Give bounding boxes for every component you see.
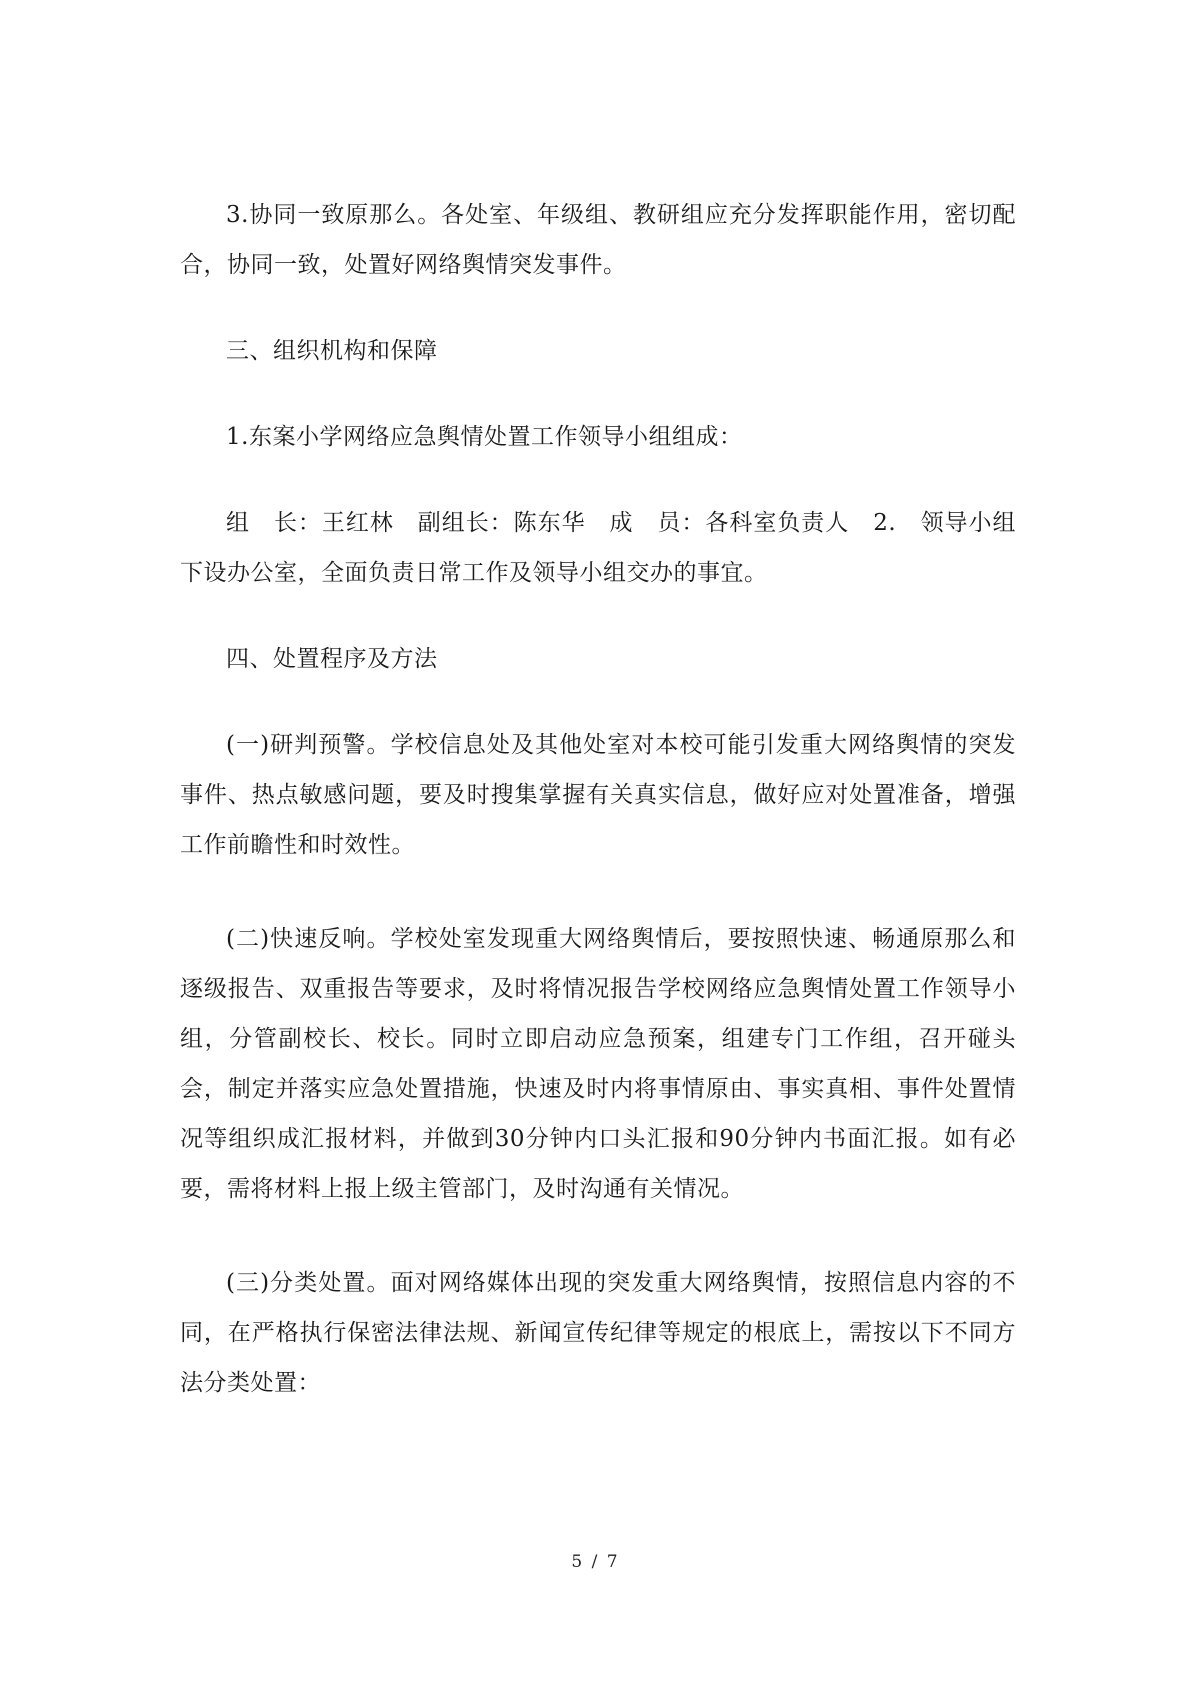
section-heading-procedures: 四、处置程序及方法: [226, 646, 438, 672]
paragraph-spacer: [180, 684, 1016, 720]
paragraph-group-members: 组 长：王红林 副组长：陈东华 成 员：各科室负责人 2. 领导小组下设办公室，全面负责日常工作及领导小组交办的事宜。: [180, 510, 1016, 586]
paragraph-classified-handling: (三)分类处置。面对网络媒体出现的突发重大网络舆情，按照信息内容的不同，在严格执行保密法律法规、新闻宣传纪律等规定的根底上，需按以下不同方法分类处置：: [180, 1270, 1016, 1396]
paragraph-spacer: [180, 462, 1016, 498]
paragraph-principle-3: 3.协同一致原那么。各处室、年级组、教研组应充分发挥职能作用，密切配合，协同一致，处置好网络舆情突发事件。: [180, 202, 1016, 278]
paragraph-spacer: [180, 290, 1016, 326]
document-body: [180, 190, 1016, 1408]
paragraph-spacer: [180, 598, 1016, 634]
paragraph-spacer: [180, 376, 1016, 412]
paragraph-rapid-response: (二)快速反响。学校处室发现重大网络舆情后，要按照快速、畅通原那么和逐级报告、双重报告等要求，及时将情况报告学校网络应急舆情处置工作领导小组，分管副校长、校长。同时立即启动应急预案，组建专门工作组，召开碰头会，制定并落实应急处置措施，快速及时内将事情原由、事实真相、事件处置情况等组织成汇报材料，并做到30分钟内口头汇报和90分钟内书面汇报。如有必要，需将材料上报上级主管部门，及时沟通有关情况。: [180, 926, 1016, 1202]
page-number: 5 / 7: [571, 1552, 620, 1572]
section-heading-organization: 三、组织机构和保障: [226, 338, 438, 364]
paragraph-spacer: [180, 1214, 1016, 1258]
paragraph-early-warning: (一)研判预警。学校信息处及其他处室对本校可能引发重大网络舆情的突发事件、热点敏感问题，要及时搜集掌握有关真实信息，做好应对处置准备，增强工作前瞻性和时效性。: [180, 732, 1016, 858]
paragraph-leadership-group: 1.东案小学网络应急舆情处置工作领导小组组成：: [226, 424, 743, 450]
paragraph-spacer: [180, 870, 1016, 914]
